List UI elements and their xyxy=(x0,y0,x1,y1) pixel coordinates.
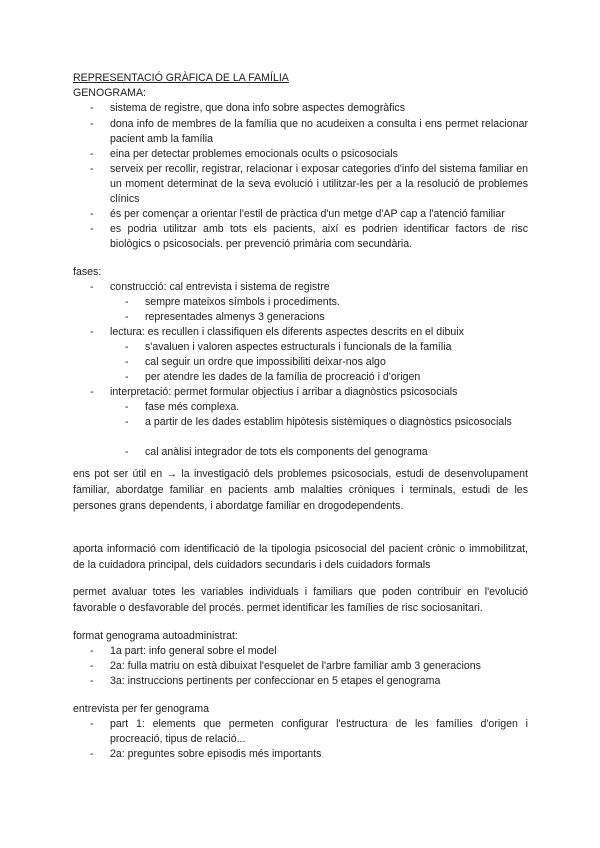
bullet-dash: - xyxy=(90,675,94,687)
bullet-dash: - xyxy=(125,341,129,353)
paragraph-util: ens pot ser útil en → la investigació dels problemes psicosocials, estudi de desenvolupament familiar, abordatge familiar en pacients amb malalties cròniques i terminals, estudi de les persones grans dependents, i abordatge familiar en drogodependents. xyxy=(73,468,528,512)
list-item: 2a: preguntes sobre episodis més importants xyxy=(110,748,322,760)
list-item: 2a: fulla matriu on està dibuixat l'esquelet de l'arbre familiar amb 3 generacions xyxy=(110,660,481,672)
sub-list-item: cal anàlisi integrador de tots els components del genograma xyxy=(145,446,428,458)
bullet-dash: - xyxy=(90,102,94,114)
sub-list-item: s'avaluen i valoren aspectes estructurals i funcionals de la família xyxy=(145,341,452,353)
list-item: 3a: instruccions pertinents per confeccionar en 5 etapes el genograma xyxy=(110,675,441,687)
sub-list-item: sempre mateixos símbols i procediments. xyxy=(145,296,340,308)
bullet-dash: - xyxy=(90,718,94,730)
bullet-dash: - xyxy=(125,311,129,323)
bullet-dash: - xyxy=(90,148,94,160)
bullet-dash: - xyxy=(125,401,129,413)
bullet-dash: - xyxy=(90,660,94,672)
bullet-dash: - xyxy=(90,163,94,175)
bullet-dash: - xyxy=(125,416,129,428)
section-heading-genograma: GENOGRAMA: xyxy=(73,87,146,99)
format-heading: format genograma autoadministrat: xyxy=(73,630,238,642)
bullet-dash: - xyxy=(90,281,94,293)
sub-list-item: per atendre les dades de la família de procreació i d'origen xyxy=(145,371,421,383)
sub-list-item: cal seguir un ordre que impossibiliti deixar-nos algo xyxy=(145,356,386,368)
list-item: serveix per recollir, registrar, relacionar i exposar categories d'info del sistema familiar en un moment determinat de la seva evolució i utilitzar-les per a la resolució de problemes clínics xyxy=(110,163,528,206)
paragraph-aporta: aporta informació com identificació de la tipologia psicosocial del pacient crònic o immobilitzat, de la cuidadora principal, dels cuidadors secundaris i dels cuidadors formals xyxy=(73,543,528,571)
list-item: és per començar a orientar l'estil de pràctica d'un metge d'AP cap a l'atenció familiar xyxy=(110,208,505,220)
bullet-dash: - xyxy=(90,223,94,235)
list-item: 1a part: info general sobre el model xyxy=(110,645,277,657)
sub-list-item: fase més complexa. xyxy=(145,401,240,413)
bullet-dash: - xyxy=(125,356,129,368)
list-item: es podria utilitzar amb tots els pacients, així es podrien identificar factors de risc biològics o psicosocials. per prevenció primària com secundària. xyxy=(110,223,528,251)
list-item: sistema de registre, que dona info sobre aspectes demogràfics xyxy=(110,102,406,114)
list-item: part 1: elements que permeten configurar l'estructura de les famílies d'origen i procreació, tipus de relació... xyxy=(110,718,528,746)
bullet-dash: - xyxy=(90,386,94,398)
bullet-dash: - xyxy=(90,645,94,657)
page-title: REPRESENTACIÓ GRÀFICA DE LA FAMÍLIA xyxy=(73,72,289,84)
bullet-dash: - xyxy=(125,446,129,458)
sub-list-item: a partir de les dades establim hipòtesis sistèmiques o diagnòstics psicosocials xyxy=(145,416,512,428)
bullet-dash: - xyxy=(90,118,94,130)
bullet-dash: - xyxy=(125,296,129,308)
list-item: interpretació: permet formular objectius i arribar a diagnòstics psicosocials xyxy=(110,386,458,398)
bullet-dash: - xyxy=(125,371,129,383)
sub-list-item: representades almenys 3 generacions xyxy=(145,311,325,323)
list-item: lectura: es recullen i classifiquen els diferents aspectes descrits en el dibuix xyxy=(110,326,464,338)
fases-heading: fases: xyxy=(73,266,102,278)
paragraph-permet: permet avaluar totes les variables individuals i familiars que poden contribuir en l'evolució favorable o desfavorable del procés. permet identificar les famílies de risc sociosanitari. xyxy=(73,586,528,614)
bullet-dash: - xyxy=(90,208,94,220)
list-item: dona info de membres de la família que no acudeixen a consulta i ens permet relacionar pacient amb la família xyxy=(110,118,528,146)
bullet-dash: - xyxy=(90,748,94,760)
entrevista-heading: entrevista per fer genograma xyxy=(73,703,210,715)
list-item: eina per detectar problemes emocionals ocults o psicosocials xyxy=(110,148,398,160)
list-item: construcció: cal entrevista i sistema de registre xyxy=(110,281,330,293)
bullet-dash: - xyxy=(90,326,94,338)
